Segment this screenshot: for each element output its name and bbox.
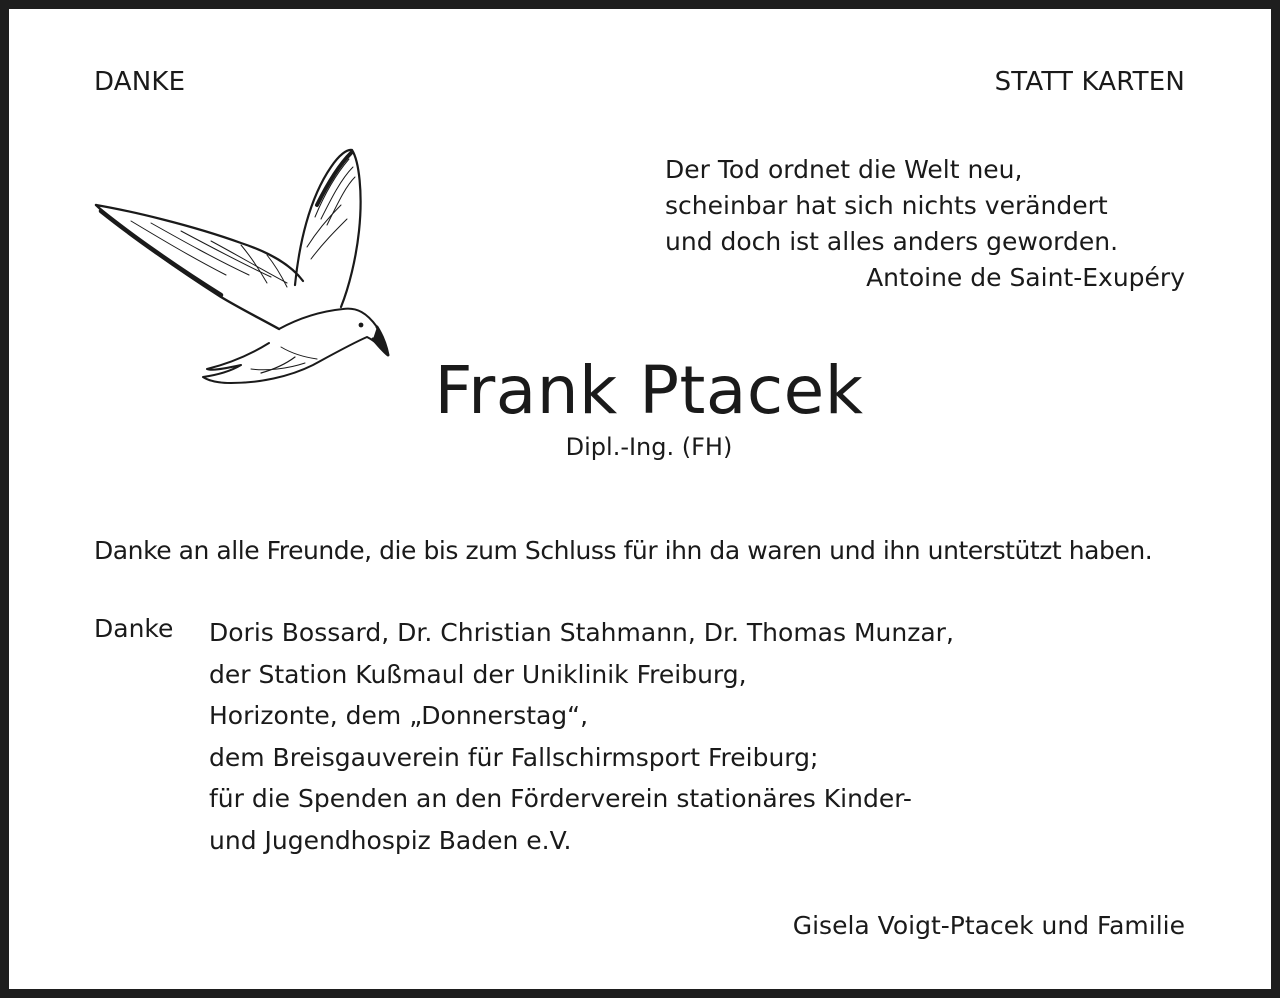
- danke-label: Danke: [94, 614, 174, 643]
- danke-line: Doris Bossard, Dr. Christian Stahmann, Dr. Thomas Munzar,: [209, 618, 954, 647]
- quote-block: [665, 152, 1185, 296]
- danke-line: und Jugendhospiz Baden e.V.: [209, 825, 572, 855]
- deceased-title: Dipl.-Ing. (FH): [565, 433, 733, 461]
- signature: Gisela Voigt-Ptacek und Familie: [792, 911, 1185, 940]
- danke-list: [209, 612, 954, 861]
- quote-author: Antoine de Saint-Exupéry: [866, 263, 1185, 292]
- danke-line: der Station Kußmaul der Uniklinik Freiburg,: [209, 659, 747, 689]
- danke-line: für die Spenden an den Förderverein stationäres Kinder-: [209, 784, 912, 813]
- deceased-name: Frank Ptacek: [434, 352, 864, 429]
- quote-line: Der Tod ordnet die Welt neu,: [665, 155, 1023, 184]
- header-right-text: STATT KARTEN: [994, 67, 1185, 97]
- danke-line: Horizonte, dem „Donnerstag“,: [209, 701, 589, 730]
- danke-line: dem Breisgauverein für Fallschirmsport Freiburg;: [209, 742, 819, 772]
- thanks-sentence: Danke an alle Freunde, die bis zum Schluss für ihn da waren und ihn unterstützt haben.: [94, 536, 1153, 565]
- quote-line: und doch ist alles anders geworden.: [665, 227, 1119, 256]
- header-left-text: DANKE: [94, 67, 186, 97]
- quote-line: scheinbar hat sich nichts verändert: [665, 191, 1108, 220]
